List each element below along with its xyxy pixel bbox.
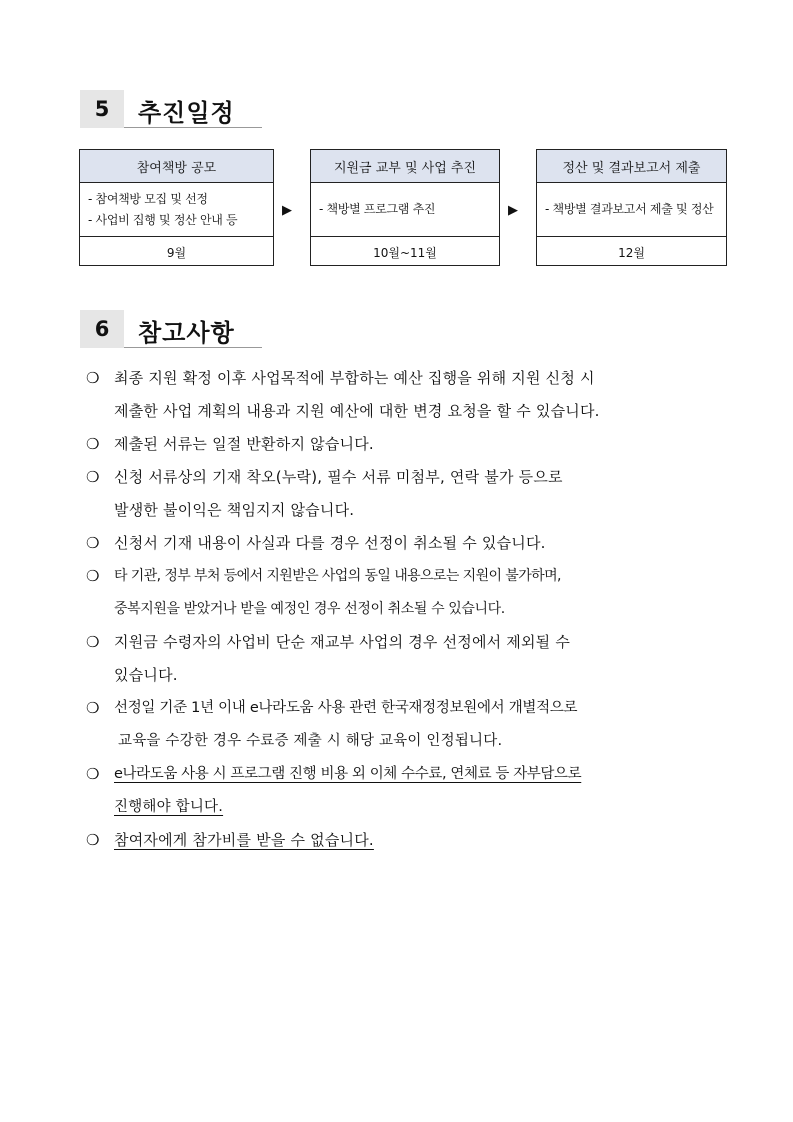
note-line: 제출한 사업 계획의 내용과 지원 예산에 대한 변경 요청을 할 수 있습니다. xyxy=(114,402,600,420)
note-line: e나라도움 사용 시 프로그램 진행 비용 외 이체 수수료, 연체료 등 자부담으로 xyxy=(114,766,582,782)
step-period: 12월 xyxy=(618,245,645,260)
circle-bullet-icon: ❍ xyxy=(86,435,100,453)
note-line: 신청 서류상의 기재 착오(누락), 필수 서류 미첨부, 연락 불가 등으로 xyxy=(114,468,563,486)
note-line: 교육을 수강한 경우 수료증 제출 시 해당 교육이 인정됩니다. xyxy=(118,733,503,749)
note-line: 최종 지원 확정 이후 사업목적에 부합하는 예산 집행을 위해 지원 신청 시 xyxy=(114,369,595,387)
section-5-header xyxy=(80,90,262,128)
step-period: 10월~11월 xyxy=(373,245,437,260)
step-header: 정산 및 결과보고서 제출 xyxy=(537,150,726,183)
arrow-right-icon: ▶ xyxy=(508,203,518,218)
note-line: 참여자에게 참가비를 받을 수 없습니다. xyxy=(114,831,374,849)
note-item xyxy=(86,362,726,428)
step-item: - 책방별 프로그램 추진 xyxy=(319,202,436,216)
circle-bullet-icon: ❍ xyxy=(86,369,100,387)
schedule-step-1 xyxy=(79,149,274,266)
section-number: 5 xyxy=(80,90,124,128)
note-line: 신청서 기재 내용이 사실과 다를 경우 선정이 취소될 수 있습니다. xyxy=(114,534,546,552)
step-header: 참여책방 공모 xyxy=(80,150,273,183)
note-item xyxy=(86,560,726,626)
note-item xyxy=(86,692,726,758)
circle-bullet-icon: ❍ xyxy=(86,699,100,717)
schedule-step-2 xyxy=(310,149,500,266)
schedule-step-3 xyxy=(536,149,727,266)
step-body xyxy=(537,183,726,237)
step-item: - 참여책방 모집 및 선정 xyxy=(88,191,208,206)
step-period: 9월 xyxy=(166,245,187,260)
section-underline xyxy=(124,347,262,348)
circle-bullet-icon: ❍ xyxy=(86,468,100,486)
note-item xyxy=(86,758,726,824)
section-number: 6 xyxy=(80,310,124,348)
circle-bullet-icon: ❍ xyxy=(86,567,100,585)
note-line: 발생한 불이익은 책임지지 않습니다. xyxy=(114,501,355,519)
circle-bullet-icon: ❍ xyxy=(86,534,100,552)
note-line: 선정일 기준 1년 이내 e나라도움 사용 관련 한국재정정보원에서 개별적으로 xyxy=(114,700,578,716)
step-header: 지원금 교부 및 사업 추진 xyxy=(311,150,499,183)
step-body xyxy=(80,183,273,237)
note-line: 타 기관, 정부 부처 등에서 지원받은 사업의 동일 내용으로는 지원이 불가하며, xyxy=(114,568,561,584)
arrow-right-icon: ▶ xyxy=(282,203,292,218)
circle-bullet-icon: ❍ xyxy=(86,633,100,651)
note-line: 지원금 수령자의 사업비 단순 재교부 사업의 경우 선정에서 제외될 수 xyxy=(114,633,571,651)
note-item xyxy=(86,428,726,461)
circle-bullet-icon: ❍ xyxy=(86,765,100,783)
note-line: 있습니다. xyxy=(114,666,178,684)
note-item xyxy=(86,626,726,692)
section-underline xyxy=(124,127,262,128)
step-item: - 사업비 집행 및 정산 안내 등 xyxy=(88,212,238,227)
section-title: 추진일정 xyxy=(138,99,235,127)
section-6-header xyxy=(80,310,262,348)
section-title: 참고사항 xyxy=(138,319,235,347)
note-item xyxy=(86,461,726,527)
note-line: 제출된 서류는 일절 반환하지 않습니다. xyxy=(114,435,374,453)
note-line: 진행해야 합니다. xyxy=(114,799,224,815)
notes-list xyxy=(86,362,726,857)
note-item xyxy=(86,824,726,857)
step-body xyxy=(311,183,499,237)
note-item xyxy=(86,527,726,560)
note-line: 중복지원을 받았거나 받을 예정인 경우 선정이 취소될 수 있습니다. xyxy=(114,601,505,617)
step-item: - 책방별 결과보고서 제출 및 정산 xyxy=(545,202,714,216)
circle-bullet-icon: ❍ xyxy=(86,831,100,849)
